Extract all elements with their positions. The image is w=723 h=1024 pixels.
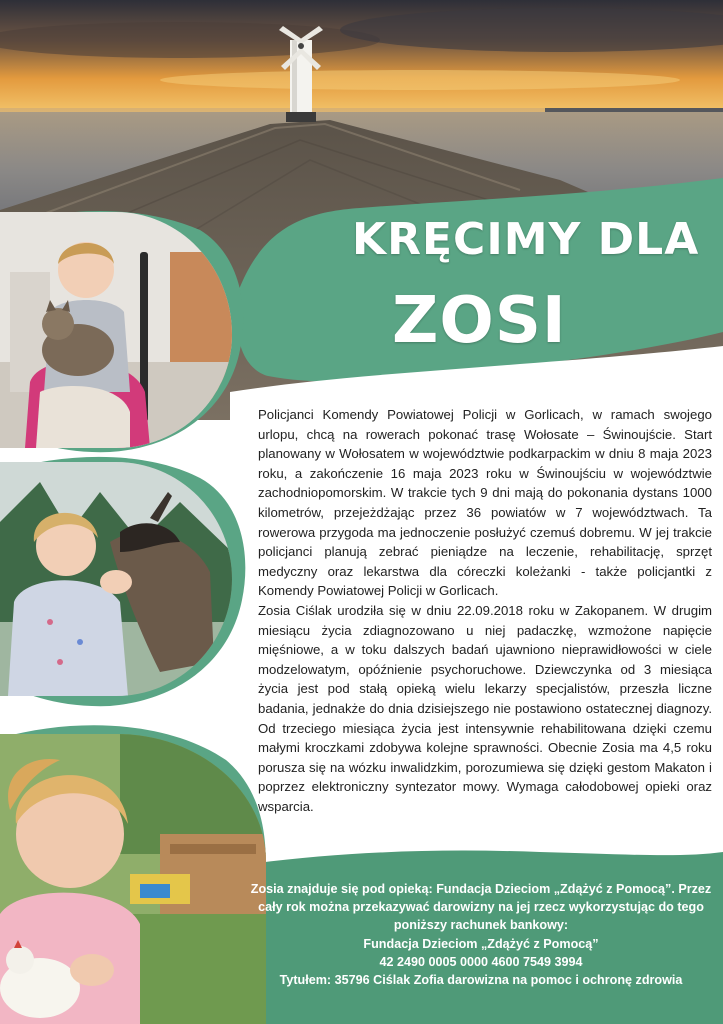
- photo-child-with-cat: [0, 212, 232, 448]
- bank-account-number: 42 2490 0005 0000 4600 7549 3994: [379, 954, 583, 969]
- donation-info: [250, 880, 712, 989]
- donation-intro: Zosia znajduje się pod opieką: Fundacja Dzieciom „Zdążyć z Pomocą”. Przez cały rok można przekazywać darowizny na jej rzecz wykorzystując do tego poniższy rachunek bankowy:: [250, 882, 712, 933]
- photo-child-with-goat: [0, 462, 232, 696]
- photo-child-with-chicken: [0, 734, 266, 1024]
- transfer-title: Tytułem: 35796 Ciślak Zofia darowizna na pomoc i ochronę zdrowia: [279, 973, 683, 988]
- article-paragraph-1: Policjanci Komendy Powiatowej Policji w Gorlicach, w ramach swojego urlopu, chcą na rowerach pokonać trasę Wołosate – Świnoujście. Start planowany w Wołosatem w województwie podkarpackim w dniu 8 maja 2023 roku, a zakończenie 16 maja 2023 roku w Świnoujściu w województwie zachodniopomorskim. W trakcie tych 9 dni mają do pokonania dystans 1000 kilometrów, przejeżdżając przez 36 powiatów w 7 województwach. Ta rowerowa przygoda ma jednoczenie posłużyć czemuś dobremu. W jej trakcie policjanci planują zebrać pieniądze na leczenie, rehabilitację, sprzęt medyczny oraz lekarstwa dla córeczki koleżanki - także policjantki z Komendy Powiatowej Policji w Gorlicach.: [258, 407, 712, 599]
- title-line-1: KRĘCIMY DLA: [352, 214, 700, 265]
- foundation-name: Fundacja Dzieciom „Zdążyć z Pomocą”: [363, 936, 599, 951]
- title-line-2: ZOSI: [392, 284, 567, 358]
- article-body: [258, 405, 712, 816]
- article-paragraph-2: Zosia Ciślak urodziła się w dniu 22.09.2018 roku w Zakopanem. W drugim miesiącu życia zdiagnozowano u niej padaczkę, wzmożone napięcie mięśniowe, a w toku dalszych badań ujawniono nieprawidłowości w ciele modzelowatym, opóźnienie psychoruchowe. Dziewczynka od 3 miesiąca życia jest pod stałą opieką wielu lekarzy specjalistów, przeszła liczne badania, jednakże do dnia dzisiejszego nie postawiono ostatecznej diagnozy. Od trzeciego miesiąca życia jest intensywnie rehabilitowana dzięki czemu małymi kroczkami zdobywa kolejne sprawności. Obecnie Zosia ma 4,5 roku porusza się na wózku inwalidzkim, porozumiewa się dzięki gestom Makaton i poprzez elektroniczny syntezator mowy. Wymaga całodobowej opieki oraz wsparcia.: [258, 602, 712, 814]
